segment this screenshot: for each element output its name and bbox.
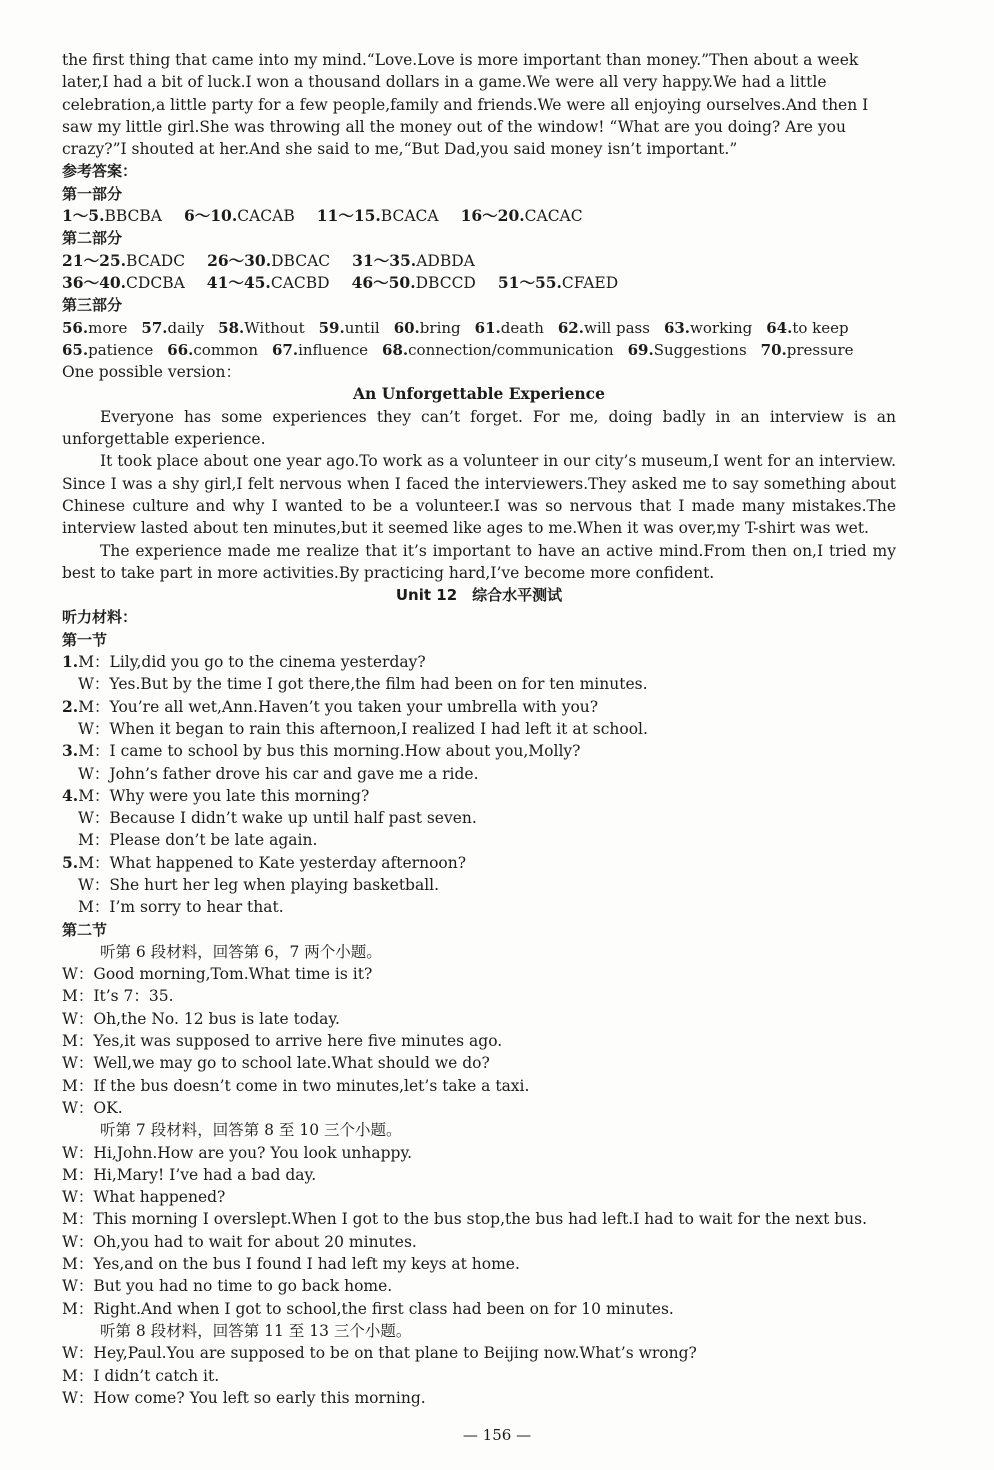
answer-range: 46～50. bbox=[351, 272, 416, 292]
story-line: saw my little girl.She was throwing all the money out of the window! “What are you doing? Are you bbox=[62, 117, 846, 136]
dialogue-text: M：Lily,did you go to the cinema yesterday? bbox=[78, 653, 426, 672]
dialogue-line: M：Yes,it was supposed to arrive here five minutes ago. bbox=[62, 1032, 503, 1051]
dialogue-line bbox=[62, 673, 896, 695]
answer-value: bring bbox=[419, 318, 461, 337]
dialogue-line bbox=[62, 763, 896, 785]
essay-paragraph: Everyone has some experiences they can’t forget. For me, doing badly in an interview is an unforgettable experience. bbox=[62, 407, 896, 449]
answer-value: ADBDA bbox=[416, 251, 475, 270]
answer-number: 70. bbox=[760, 340, 787, 359]
dialogue-line: W：How come? You left so early this morning. bbox=[62, 1388, 426, 1407]
page-number: — 156 — bbox=[462, 1426, 532, 1444]
material-intro: 听第 7 段材料，回答第 8 至 10 三个小题。 bbox=[100, 1121, 402, 1140]
part2-answers-row2 bbox=[62, 272, 896, 294]
answer-range: 21～25. bbox=[62, 250, 127, 270]
material-intro: 听第 6 段材料，回答第 6，7 两个小题。 bbox=[100, 942, 382, 961]
dialogue-line: W：Oh,you had to wait for about 20 minutes. bbox=[62, 1232, 417, 1251]
part2-heading: 第二部分 bbox=[62, 229, 123, 248]
answer-range: 11～15. bbox=[316, 206, 381, 226]
story-line: celebration,a little party for a few people,family and friends.We were all enjoying ourselves.And then I bbox=[62, 95, 869, 114]
answer-value: CACBD bbox=[270, 273, 330, 292]
answer-value: CACAB bbox=[237, 207, 295, 226]
possible-version-label: One possible version： bbox=[62, 363, 241, 382]
part2-answers-row1 bbox=[62, 250, 896, 272]
dialogue-line: W：Hey,Paul.You are supposed to be on that plane to Beijing now.What’s wrong? bbox=[62, 1344, 697, 1363]
answer-range: 1～5. bbox=[62, 206, 105, 226]
dialogue-line: M：It’s 7：35. bbox=[62, 987, 174, 1006]
section2-heading: 第二节 bbox=[62, 920, 108, 939]
answer-number: 65. bbox=[62, 340, 89, 359]
dialogue-text: M：You’re all wet,Ann.Haven’t you taken your umbrella with you? bbox=[78, 697, 599, 716]
dialogue-line: M：If the bus doesn’t come in two minutes,let’s take a taxi. bbox=[62, 1076, 530, 1095]
dialogue-line: M：Hi,Mary! I’ve had a bad day. bbox=[62, 1165, 317, 1184]
dialogue-line bbox=[62, 852, 896, 874]
answer-number: 58. bbox=[218, 318, 245, 337]
story-line: the first thing that came into my mind.“Love.Love is more important than money.”Then about a week bbox=[62, 51, 859, 69]
answer-number: 63. bbox=[663, 318, 691, 337]
answer-range: 6～10. bbox=[183, 206, 238, 226]
dialogue-line: W：Well,we may go to school late.What should we do? bbox=[62, 1054, 490, 1073]
answer-value: CDCBA bbox=[126, 273, 185, 292]
dialogue-line bbox=[62, 785, 896, 807]
answer-range: 41～45. bbox=[206, 272, 271, 292]
question-number: 1. bbox=[62, 652, 79, 672]
dialogue-line: W：Good morning,Tom.What time is it? bbox=[62, 965, 373, 984]
dialogue-line bbox=[62, 896, 896, 918]
dialogue-text: W：When it began to rain this afternoon,I realized I had left it at school. bbox=[78, 719, 648, 738]
dialogue-line: W：What happened? bbox=[62, 1188, 226, 1207]
answer-value: influence bbox=[298, 340, 369, 359]
answer-number: 68. bbox=[382, 340, 409, 359]
question-number: 3. bbox=[62, 741, 79, 761]
dialogue-text: W：Because I didn’t wake up until half past seven. bbox=[78, 809, 477, 828]
dialogue-line: W：But you had no time to go back home. bbox=[62, 1277, 393, 1296]
answers-heading: 参考答案： bbox=[62, 162, 138, 181]
section2-dialogues bbox=[62, 941, 896, 1409]
dialogue-line bbox=[62, 696, 896, 718]
answer-value: working bbox=[690, 318, 753, 337]
essay-paragraph: The experience made me realize that it’s important to have an active mind.From then on,I tried my best to take part in more activities.By practicing hard,I’ve become more confident. bbox=[62, 541, 896, 582]
answer-number: 67. bbox=[271, 340, 299, 359]
answer-number: 61. bbox=[474, 318, 501, 337]
part3-answers-row2 bbox=[62, 339, 896, 361]
dialogue-line bbox=[62, 718, 896, 740]
dialogue-line bbox=[62, 874, 896, 896]
dialogue-line: M：I didn’t catch it. bbox=[62, 1366, 220, 1385]
answer-range: 26～30. bbox=[207, 250, 272, 270]
question-number: 5. bbox=[62, 852, 79, 872]
answer-value: DBCCD bbox=[415, 273, 476, 292]
dialogue-line bbox=[62, 829, 896, 851]
unit-title: Unit 12 综合水平测试 bbox=[395, 586, 563, 605]
dialogue-line bbox=[62, 807, 896, 829]
dialogue-line: M：Yes,and on the bus I found I had left my keys at home. bbox=[62, 1255, 520, 1274]
answer-value: BCACA bbox=[380, 207, 439, 226]
answer-value: BBCBA bbox=[104, 207, 162, 226]
part3-answers-row1 bbox=[62, 317, 896, 339]
material-intro: 听第 8 段材料，回答第 11 至 13 三个小题。 bbox=[100, 1321, 412, 1340]
answer-value: DBCAC bbox=[271, 251, 331, 270]
dialogue-line: M：Right.And when I got to school,the first class had been on for 10 minutes. bbox=[62, 1299, 674, 1318]
answer-number: 60. bbox=[393, 318, 420, 337]
dialogue-text: M：I’m sorry to hear that. bbox=[78, 898, 284, 917]
dialogue-line: W：OK. bbox=[62, 1098, 123, 1117]
answer-number: 59. bbox=[318, 318, 345, 337]
answer-value: daily bbox=[167, 318, 205, 337]
dialogue-text: W：Yes.But by the time I got there,the film had been on for ten minutes. bbox=[78, 675, 648, 694]
section1-dialogues bbox=[62, 651, 896, 919]
answer-value: common bbox=[193, 340, 258, 359]
dialogue-line: W：Hi,John.How are you? You look unhappy. bbox=[62, 1143, 413, 1162]
answer-range: 16～20. bbox=[460, 206, 525, 226]
dialogue-text: M：Why were you late this morning? bbox=[78, 786, 370, 805]
answer-value: will pass bbox=[583, 318, 650, 337]
answer-value: to keep bbox=[792, 318, 849, 337]
dialogue-text: M：Please don’t be late again. bbox=[78, 831, 318, 850]
answer-range: 51～55. bbox=[497, 272, 562, 292]
dialogue-text: M：What happened to Kate yesterday afternoon? bbox=[78, 853, 467, 872]
essay-paragraph: It took place about one year ago.To work as a volunteer in our city’s museum,I went for an interview. Since I was a shy girl,I felt nervous when I faced the interviewers.They asked me to say something about Chinese culture and why I wanted to be a volunteer.I was so nervous that I made many mistakes.The interview lasted about ten minutes,but it seemed like ages to me.When it was over,my T-shirt was wet. bbox=[62, 452, 896, 538]
story-continuation bbox=[62, 49, 896, 160]
listening-heading: 听力材料： bbox=[62, 608, 138, 627]
question-number: 4. bbox=[62, 785, 79, 805]
answer-number: 56. bbox=[62, 318, 89, 337]
answer-value: CFAED bbox=[561, 273, 619, 292]
answer-value: BCADC bbox=[126, 251, 186, 270]
question-number: 2. bbox=[62, 696, 79, 716]
essay-title: An Unforgettable Experience bbox=[353, 384, 605, 404]
part1-answers bbox=[62, 205, 896, 227]
answer-value: pressure bbox=[786, 340, 854, 359]
answer-value: death bbox=[500, 318, 544, 337]
answer-value: CACAC bbox=[524, 207, 583, 226]
answer-range: 36～40. bbox=[62, 272, 127, 292]
dialogue-line: M：This morning I overslept.When I got to the bus stop,the bus had left.I had to wait for the next bus. bbox=[62, 1210, 868, 1229]
section1-heading: 第一节 bbox=[62, 630, 108, 649]
answer-number: 64. bbox=[766, 318, 793, 337]
answer-value: more bbox=[88, 318, 128, 337]
answer-value: connection/communication bbox=[408, 340, 614, 359]
answer-value: patience bbox=[88, 340, 154, 359]
dialogue-line bbox=[62, 740, 896, 762]
answer-number: 57. bbox=[141, 318, 168, 337]
story-line: later,I had a bit of luck.I won a thousand dollars in a game.We were all very happy.We had a little bbox=[62, 73, 827, 92]
part1-heading: 第一部分 bbox=[62, 184, 123, 203]
answer-value: until bbox=[344, 318, 380, 337]
dialogue-line: W：Oh,the No. 12 bus is late today. bbox=[62, 1009, 340, 1028]
answer-value: Without bbox=[244, 318, 305, 337]
dialogue-text: W：John’s father drove his car and gave me a ride. bbox=[78, 764, 479, 783]
answer-number: 66. bbox=[167, 340, 194, 359]
story-line: crazy?”I shouted at her.And she said to me,“But Dad,you said money isn’t important.” bbox=[62, 140, 738, 159]
answer-range: 31～35. bbox=[352, 250, 417, 270]
part3-heading: 第三部分 bbox=[62, 296, 123, 315]
answer-value: Suggestions bbox=[653, 340, 747, 359]
dialogue-line bbox=[62, 651, 896, 673]
dialogue-text: M：I came to school by bus this morning.How about you,Molly? bbox=[78, 742, 581, 761]
answer-number: 69. bbox=[627, 340, 654, 359]
answer-number: 62. bbox=[557, 318, 584, 337]
dialogue-text: W：She hurt her leg when playing basketball. bbox=[78, 875, 440, 894]
